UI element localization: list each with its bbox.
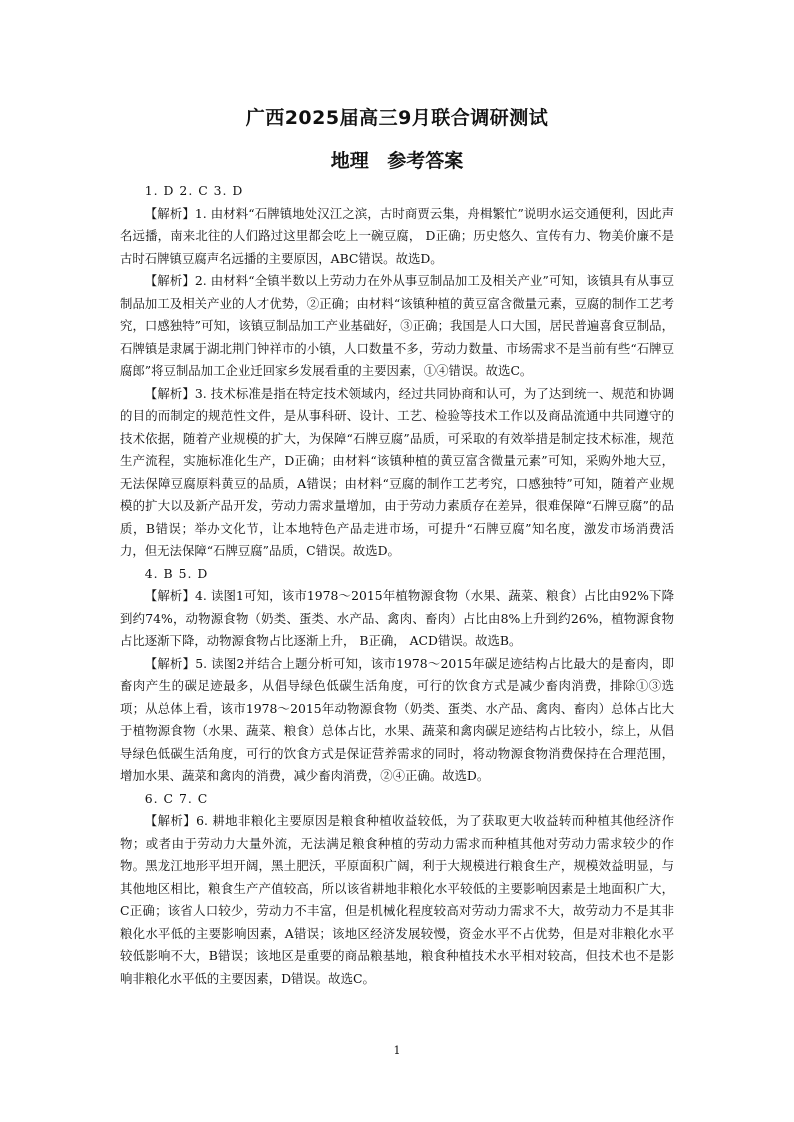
- document-subtitle: 地理 参考答案: [330, 150, 464, 172]
- analysis-q5: 【解析】5. 读图2并结合上题分析可知，该市1978～2015年碳足迹结构占比最大的是畜肉，即畜肉产生的碳足迹最多，从倡导绿色低碳生活角度，可行的饮食方式是减少畜肉消费，排除①③选项；从总体上看，该市1978～2015年动物源食物（奶类、蛋类、水产品、禽肉、畜肉）总体占比大于植物源食物（水果、蔬菜、粮食）总体占比，水果、蔬菜和禽肉碳足迹结构占比较小，综上，从倡导绿色低碳生活角度，可行的饮食方式是保证营养需求的同时，将动物源食物消费保持在合理范围，增加水果、蔬菜和禽肉的消费，减少畜肉消费，②④正确。故选D。: [120, 655, 674, 783]
- answer-content: [120, 180, 674, 990]
- answer-key-1-3: 1. D 2. C 3. D: [144, 183, 244, 198]
- page-number: 1: [393, 1044, 401, 1057]
- analysis-q6: 【解析】6. 耕地非粮化主要原因是粮食种植收益较低，为了获取更大收益转而种植其他经济作物；或者由于劳动力大量外流，无法满足粮食种植的劳动力需求而种植其他对劳动力需求较少的作物。黑龙江地形平坦开阔，黑土肥沃，平原面积广阔，利于大规模进行粮食生产，规模效益明显，与其他地区相比，粮食生产产值较高，所以该省耕地非粮化水平较低的主要影响因素是土地面积广大，C正确；该省人口较少，劳动力不丰富，但是机械化程度较高对劳动力需求不大，故劳动力不是其非粮化水平低的主要影响因素，A错误；该地区经济发展较慢，资金水平不占优势，但是对非粮化水平较低影响不大，B错误；该地区是重要的商品粮基地，粮食种植技术水平相对较高，但技术也不是影响非粮化水平低的主要因素，D错误。故选C。: [120, 813, 674, 986]
- analysis-q1: 【解析】1. 由材料“石牌镇地处汉江之滨，古时商贾云集，舟楫繁忙”说明水运交通便利，因此声名远播，南来北往的人们路过这里都会吃上一碗豆腐， D正确；历史悠久、宣传有力、物美价廉不是古时石牌镇豆腐声名远播的主要原因，ABC错误。故选D。: [120, 205, 674, 266]
- answer-key-6-7: 6. C 7. C: [144, 790, 209, 806]
- analysis-q4: 【解析】4. 读图1可知，该市1978～2015年植物源食物（水果、蔬菜、粮食）占比由92%下降到约74%，动物源食物（奶类、蛋类、水产品、禽肉、畜肉）占比由8%上升到约26%，植物源食物占比逐渐下降，动物源食物占比逐渐上升， B正确， ACD错误。故选B。: [120, 588, 674, 648]
- document-title: 广西2025届高三9月联合调研测试: [245, 107, 549, 129]
- analysis-q3: 【解析】3. 技术标准是指在特定技术领域内，经过共同协商和认可，为了达到统一、规范和协调的目的而制定的规范性文件，是从事科研、设计、工艺、检验等技术工作以及商品流通中共同遵守的技术依据，随着产业规模的扩大，为保障“石牌豆腐”品质，可采取的有效举措是制定技术标准，规范生产流程，实施标准化生产，D正确；由材料“该镇种植的黄豆富含微量元素”可知，采购外地大豆，无法保障豆腐原料黄豆的品质，A错误；由材料“豆腐的制作工艺考究，口感独特”可知，随着产业规模的扩大以及新产品开发，劳动力需求量增加，由于劳动力素质存在差异，很难保障“石牌豆腐”的品质，B错误；举办文化节，让本地特色产品走进市场，可提升“石牌豆腐”知名度，激发市场消费活力，但无法保障“石牌豆腐”品质，C错误。故选D。: [120, 385, 674, 558]
- analysis-q2: 【解析】2. 由材料“全镇半数以上劳动力在外从事豆制品加工及相关产业”可知，该镇具有从事豆制品加工及相关产业的人才优势，②正确；由材料“该镇种植的黄豆富含微量元素，豆腐的制作工艺考究，口感独特”可知，该镇豆制品加工产业基础好，③正确；我国是人口大国，居民普遍喜食豆制品，石牌镇是隶属于湖北荆门钟祥市的小镇，人口数量不多，劳动力数量、市场需求不是当前有些“石牌豆腐郎”将豆制品加工企业迁回家乡发展看重的主要因素，①④错误。故选C。: [120, 273, 674, 378]
- answer-key-4-5: 4. B 5. D: [144, 565, 209, 581]
